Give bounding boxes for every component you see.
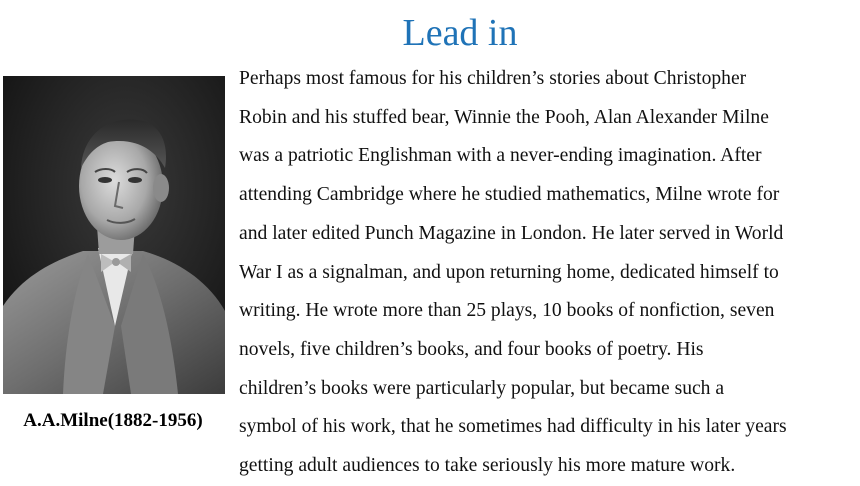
paragraph-line: novels, five children’s books, and four books of poetry. His	[239, 338, 704, 360]
paragraph-line: attending Cambridge where he studied mathematics, Milne wrote for	[239, 184, 780, 206]
portrait-photo-image	[3, 76, 225, 394]
paragraph-line: symbol of his work, that he sometimes had difficulty in his later years	[239, 416, 787, 438]
paragraph-line: children’s books were particularly popular, but became such a	[239, 377, 725, 399]
biography-paragraph	[239, 60, 847, 486]
portrait-photo	[3, 76, 225, 394]
paragraph-line: getting adult audiences to take seriously his more mature work.	[239, 455, 736, 477]
paragraph-line: Perhaps most famous for his children’s stories about Christopher	[239, 68, 747, 89]
paragraph-line: Robin and his stuffed bear, Winnie the Pooh, Alan Alexander Milne	[239, 106, 769, 128]
portrait-caption: A.A.Milne(1882-1956)	[23, 410, 203, 431]
paragraph-line: writing. He wrote more than 25 plays, 10 books of nonfiction, seven	[239, 300, 775, 322]
paragraph-line: and later edited Punch Magazine in London. He later served in World	[239, 222, 784, 244]
paragraph-line: was a patriotic Englishman with a never-ending imagination. After	[239, 145, 762, 167]
slide-title: Lead in	[402, 12, 518, 54]
paragraph-line: War I as a signalman, and upon returning home, dedicated himself to	[239, 261, 779, 283]
